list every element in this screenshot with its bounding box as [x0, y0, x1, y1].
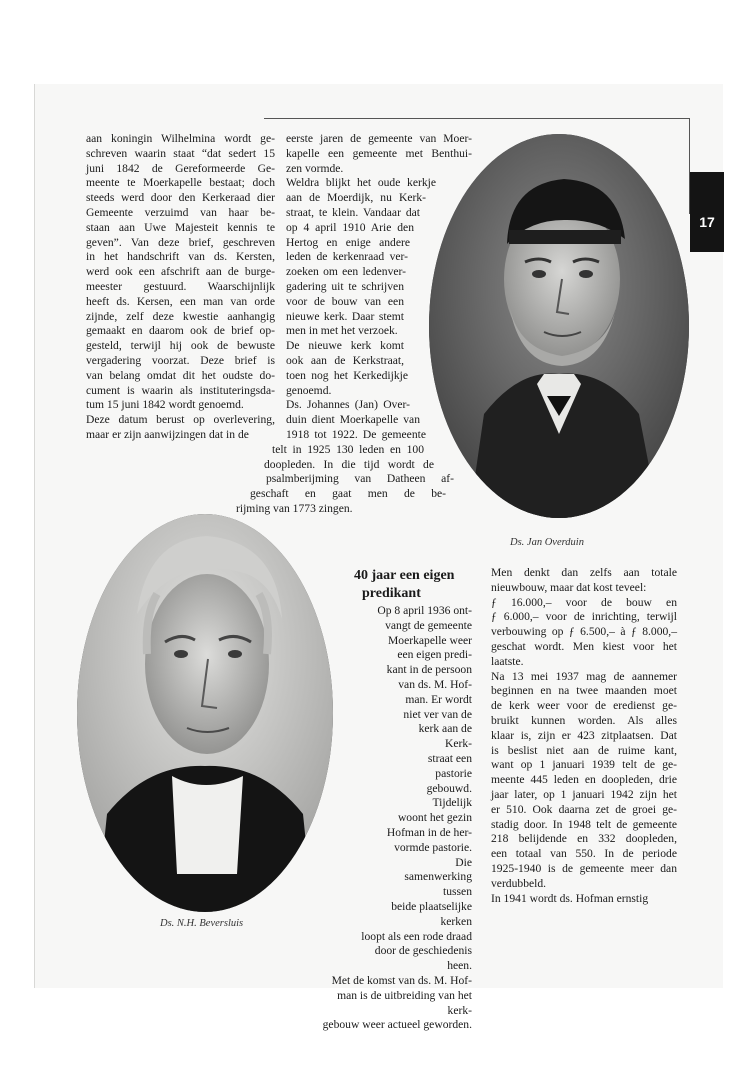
text-line: er 510. Ook daarna zet de groei ge- [491, 802, 677, 816]
text-line: genoemd. [286, 383, 332, 397]
text-line: gebouw weer actueel geworden. [322, 1018, 472, 1032]
text-line: gebouwd. Tijdelijk [426, 781, 472, 810]
text-line: 1925-1940 is de gemeente meer dan [491, 861, 677, 875]
text-column-1 [86, 132, 275, 443]
text-line: tum 15 juni 1842 wordt genoemd. [86, 398, 244, 412]
text-column-2 [236, 132, 472, 517]
header-rule [264, 118, 690, 119]
text-line: geven”. Van deze brief, geschreven [86, 235, 275, 249]
text-line: staan aan Uwe Majesteit kennis te [86, 220, 275, 234]
text-line: voor de bouw van een [286, 294, 404, 308]
text-line: werd ook een afschrift aan de burge- [86, 265, 275, 279]
text-line: zijnde, zelf deze kwestie aanhangig [86, 309, 275, 323]
text-line: vangt de gemeente [385, 618, 472, 632]
text-line: beide plaatselijke kerken [391, 899, 472, 928]
text-line: is beslist niet aan de ruime kant, [491, 743, 677, 757]
text-line: straat een pastorie [427, 751, 472, 780]
text-line: ƒ 6.000,– voor de inrichting, terwijl [491, 610, 677, 624]
text-line: meente te Moerkapelle bestaat; doch [86, 176, 275, 190]
text-line: door de geschiedenis heen. [374, 944, 472, 973]
text-line: laatste. [491, 654, 524, 668]
text-line: Deze datum berust op overlevering, [86, 413, 275, 427]
text-line: toen nog het Kerkedijkje [286, 368, 408, 382]
text-line: de kerk weer voor de eredienst ge- [491, 699, 677, 713]
text-line: geschaft en gaat men de be- [250, 487, 446, 501]
text-line: gadering uit te schrijven [286, 279, 404, 293]
page-number: 17 [699, 214, 715, 230]
text-line: rijming van 1773 zingen. [236, 501, 353, 515]
text-line: aan de Moerdijk, nu Kerk- [286, 191, 426, 205]
text-line: samenwerking tussen [404, 870, 472, 899]
text-line: kerk aan de Kerk- [418, 722, 472, 751]
text-line: Op 8 april 1936 ont- [377, 604, 472, 617]
text-line: meente 445 leden en doopleden, drie [491, 773, 677, 787]
text-line: men in met het verzoek. [286, 324, 398, 338]
text-line: gemaakt en daarom ook de brief op- [86, 324, 275, 338]
text-line: woont het gezin [397, 811, 472, 825]
caption-beversluis: Ds. N.H. Beversluis [160, 918, 244, 929]
text-line: nieuwbouw, maar dat kost teveel: [491, 580, 647, 594]
text-line: 218 belijdende en 332 doopleden, [491, 832, 677, 846]
text-line: een totaal van 550. In de periode [491, 847, 677, 861]
text-line: ƒ 16.000,– voor de bouw en [491, 595, 677, 609]
text-line: cument is waarin als instituteringsda- [86, 383, 275, 397]
text-line: juni 1842 de Gereformeerde Ge- [86, 161, 275, 175]
text-line: Hertog en enige andere [286, 235, 410, 249]
text-line: man is de uitbreiding van het kerk- [337, 988, 472, 1017]
text-line: beginnen en na twee maanden moet [491, 684, 677, 698]
text-line: Hofman in de her- [386, 825, 472, 839]
text-line: stadig door. In 1948 telt de gemeente [491, 817, 677, 831]
text-line: 1918 tot 1922. De gemeente [286, 427, 426, 441]
text-line: Ds. Johannes (Jan) Over- [286, 398, 410, 412]
text-line: aan koningin Wilhelmina wordt ge- [86, 132, 275, 145]
text-line: niet ver van de [403, 707, 472, 721]
section-heading: predikant [362, 586, 421, 601]
text-line: zen vormde. [286, 161, 344, 175]
text-line: Na 13 mei 1937 mag de aannemer [491, 669, 677, 683]
text-line: kapelle een gemeente met Benthui- [286, 146, 472, 160]
text-line: op 4 april 1910 Arie den [286, 220, 414, 234]
text-line: verbouwing op ƒ 6.500,– à ƒ 8.000,– [491, 625, 677, 639]
text-line: Men denkt dan zelfs aan totale [491, 566, 677, 579]
text-line: doopleden. In die tijd wordt de [264, 457, 434, 471]
text-line: van belang omdat dit het oudste do- [86, 368, 275, 382]
text-line: vormde pastorie. Die [394, 840, 472, 869]
text-line: vergadering voorzat. Deze brief is [86, 353, 275, 367]
text-line: man. Er wordt [405, 692, 472, 706]
text-line: bruikt kunnen worden. Als alles [491, 713, 677, 727]
caption-overduin: Ds. Jan Overduin [510, 537, 584, 548]
text-line: geschat wordt. Men kiest voor het [491, 639, 677, 653]
text-line: Weldra blijkt het oude kerkje [286, 176, 436, 190]
text-line: steeds werd door den Kerkeraad dier [86, 191, 275, 205]
text-line: in het handschrift van ds. Kersten, [86, 250, 275, 264]
text-line: gesteld, terwijl hij ook de bewuste [86, 339, 275, 353]
text-line: verdubbeld. [491, 876, 547, 890]
text-line: nieuwe kerk. Daar stemt [286, 309, 404, 323]
text-line: Gemeente verzuimd van haar be- [86, 205, 275, 219]
text-line: Met de komst van ds. M. Hof- [331, 973, 472, 987]
text-line: van ds. M. Hof- [398, 677, 472, 691]
text-column-3 [286, 568, 472, 1033]
text-line: een eigen predi- [397, 648, 472, 662]
text-line: loopt als een rode draad [361, 929, 472, 943]
page-number-tab [690, 172, 724, 252]
text-line: straat, te klein. Vandaar dat [286, 205, 420, 219]
text-line: heeft ds. Kersen, een man van orde [86, 294, 275, 308]
text-line: In 1941 wordt ds. Hofman ernstig [491, 891, 649, 905]
text-line: De nieuwe kerk komt [286, 339, 404, 353]
text-line: telt in 1925 130 leden en 100 [272, 442, 424, 456]
text-line: leden de kerkenraad ver- [286, 250, 408, 264]
text-line: ook aan de Kerkstraat, [286, 353, 404, 367]
text-line: klaar is, zijn er 423 zitplaatsen. Dat [491, 728, 677, 742]
text-line: psalmberijming van Datheen af- [266, 472, 454, 486]
text-line: schreven waarin staat “dat sedert 15 [86, 146, 275, 160]
text-line: kant in de persoon [386, 663, 472, 677]
text-line: eerste jaren de gemeente van Moer- [286, 132, 472, 145]
text-line: Moerkapelle weer [387, 633, 472, 647]
text-column-4 [491, 566, 677, 906]
section-heading: 40 jaar een eigen [354, 568, 455, 583]
text-line: zoeken om een ledenver- [286, 265, 406, 279]
text-line: meester gestuurd. Waarschijnlijk [86, 279, 275, 293]
text-line: jaar later, op 1 januari 1942 zijn het [491, 787, 677, 801]
text-line: duin dient Moerkapelle van [286, 413, 420, 427]
text-line: maar er zijn aanwijzingen dat in de [86, 427, 249, 441]
text-line: want op 1 januari 1939 telt de ge- [491, 758, 677, 772]
